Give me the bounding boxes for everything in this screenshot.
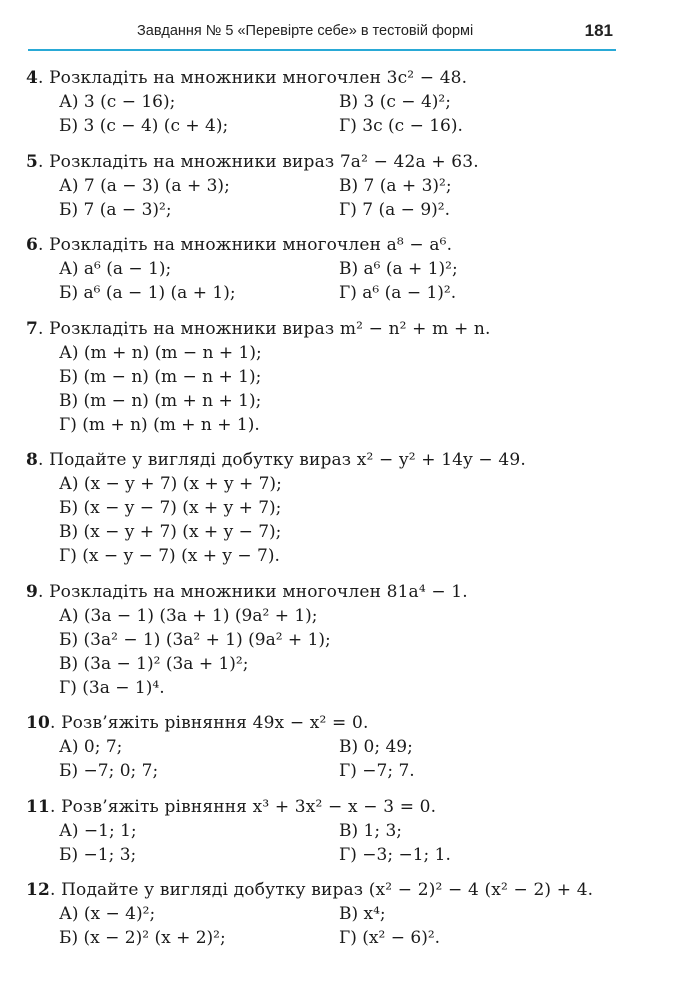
task-number: 10 [26,713,50,733]
answer-option: А) 0; 7; [59,737,123,757]
answer-option: Г) (3a − 1)⁴. [59,677,165,698]
task-4 [26,66,646,138]
answer-option: Б) (m − n) (m − n + 1); [59,366,262,387]
answer-options [26,341,646,437]
page-header [0,0,695,50]
task-text: Розкладіть на множники многочлен 3c² − 48. [49,68,468,88]
header-title: Завдання № 5 «Перевірте себе» в тестовій формі [137,23,474,39]
answer-option: В) 0; 49; [339,737,413,757]
task-text: Подайте у вигляді добутку вираз (x² − 2)² − 4 (x² − 2) + 4. [61,880,594,900]
answer-option: В) 3 (c − 4)²; [339,92,451,112]
answer-option: Г) a⁶ (a − 1)². [339,283,457,303]
answer-options [26,90,646,138]
answer-option: Г) (m + n) (m + n + 1). [59,414,260,435]
task-text: Розв’яжіть рівняння 49x − x² = 0. [61,713,369,733]
task-question: 4. Розкладіть на множники многочлен 3c² − 48. [26,68,468,88]
answer-option: Г) 3c (c − 16). [339,116,463,136]
answer-option: В) (3a − 1)² (3a + 1)²; [59,653,249,674]
task-question: 6. Розкладіть на множники многочлен a⁸ − a⁶. [26,235,453,255]
task-question: 7. Розкладіть на множники вираз m² − n² + m + n. [26,318,491,339]
answer-options [26,604,646,700]
task-text: Розкладіть на множники вираз m² − n² + m + n. [49,318,491,339]
answer-option: А) (m + n) (m − n + 1); [59,342,262,363]
answer-options [26,257,646,305]
task-question: 11. Розв’яжіть рівняння x³ + 3x² − x − 3 = 0. [26,796,437,817]
answer-option: В) (x − y + 7) (x + y − 7); [59,522,282,542]
answer-option: В) (m − n) (m + n + 1); [59,390,262,411]
answer-option: А) (x − y + 7) (x + y + 7); [59,474,282,494]
answer-option: Б) (x − y − 7) (x + y + 7); [59,498,282,518]
page-number: 181 [584,21,613,40]
answer-options [26,819,646,867]
answer-option: Г) −7; 7. [339,761,415,781]
answer-options [26,902,646,950]
task-number: 9 [26,581,38,602]
task-question: 5. Розкладіть на множники вираз 7a² − 42a + 63. [26,151,479,172]
answer-option: Б) −1; 3; [59,844,137,865]
answer-options [26,472,646,568]
task-number: 5 [26,151,38,172]
answer-option: Б) a⁶ (a − 1) (a + 1); [59,283,236,303]
answer-option: Г) 7 (a − 9)². [339,199,450,220]
task-question: 12. Подайте у вигляді добутку вираз (x² − 2)² − 4 (x² − 2) + 4. [26,880,594,900]
answer-option: А) 3 (c − 16); [59,92,176,112]
task-text: Подайте у вигляді добутку вираз x² − y² + 14y − 49. [49,450,526,470]
task-8 [26,448,646,568]
answer-option: Г) −3; −1; 1. [339,844,451,865]
task-number: 11 [26,796,50,817]
task-number: 12 [26,880,50,900]
task-number: 8 [26,450,38,470]
answer-option: В) a⁶ (a + 1)²; [339,259,458,279]
answer-option: Г) (x² − 6)². [339,928,441,948]
answer-option: А) a⁶ (a − 1); [59,259,172,279]
task-text: Розкладіть на множники вираз 7a² − 42a + 63. [49,151,479,172]
task-text: Розкладіть на множники многочлен 81a⁴ − 1. [49,581,468,602]
answer-option: А) −1; 1; [59,820,137,841]
task-10 [26,711,646,783]
answer-options [26,174,646,222]
answer-option: Б) 7 (a − 3)²; [59,199,172,220]
task-6 [26,233,646,305]
task-number: 6 [26,235,38,255]
answer-option: В) 7 (a + 3)²; [339,175,452,196]
task-question: 10. Розв’яжіть рівняння 49x − x² = 0. [26,713,369,733]
answer-option: А) (x − 4)²; [59,904,156,924]
task-number: 7 [26,318,38,339]
answer-option: В) 1; 3; [339,820,403,841]
task-number: 4 [26,68,38,88]
task-7 [26,317,646,437]
task-11 [26,795,646,867]
task-question: 8. Подайте у вигляді добутку вираз x² − y² + 14y − 49. [26,450,526,470]
task-5 [26,150,646,222]
task-text: Розв’яжіть рівняння x³ + 3x² − x − 3 = 0. [61,796,437,817]
answer-option: Б) (3a² − 1) (3a² + 1) (9a² + 1); [59,629,331,650]
answer-option: Г) (x − y − 7) (x + y − 7). [59,546,280,566]
answer-option: А) (3a − 1) (3a + 1) (9a² + 1); [59,605,318,626]
answer-option: В) x⁴; [339,904,386,924]
answer-option: Б) (x − 2)² (x + 2)²; [59,928,226,948]
task-12 [26,878,646,950]
answer-option: Б) −7; 0; 7; [59,761,159,781]
answer-options [26,735,646,783]
header-divider [28,49,616,51]
task-list [26,66,646,962]
task-question: 9. Розкладіть на множники многочлен 81a⁴ − 1. [26,581,468,602]
task-9 [26,580,646,700]
answer-option: А) 7 (a − 3) (a + 3); [59,175,230,196]
answer-option: Б) 3 (c − 4) (c + 4); [59,116,229,136]
task-text: Розкладіть на множники многочлен a⁸ − a⁶. [49,235,453,255]
